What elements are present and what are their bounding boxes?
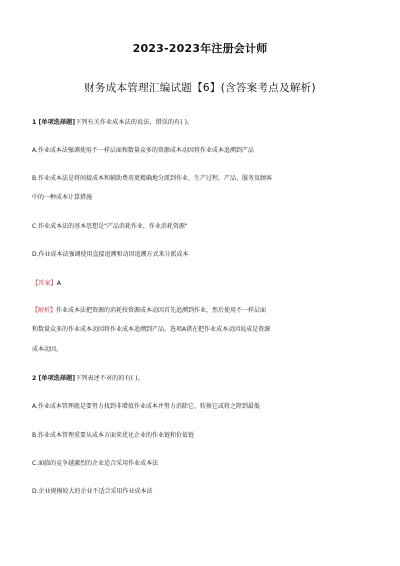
question-1-stem: 下列有关作业成本法的说法，错误的有( )。 (75, 119, 194, 126)
question-1-type: [单项选择题] (38, 119, 76, 126)
question-1-number: 1 (32, 119, 37, 126)
answer-value: A (56, 280, 61, 287)
answer-tag: 【答案】 (32, 280, 57, 287)
analysis-tag: 【解析】 (32, 307, 57, 314)
question-1-option-b: B.作业成本法是将间接成本和辅助费用更精确地分派到作业、生产过程、产品、服务及顾客 (32, 175, 273, 182)
question-2-option-a: A.作业成本管理就是要努力找到非增值作业成本并努力消除它、转换它或将之降到最低 (32, 403, 260, 410)
question-2-stem: 下列表述不对的的有( )。 (75, 375, 144, 382)
question-2-stem-line (32, 374, 372, 383)
question-1-stem-line (32, 118, 372, 127)
question-1-option-a: A.作业成本法强调使用不一样层面和数量众多的资源成本动因将作业成本追溯到产品 (32, 147, 254, 154)
question-2-type: [单项选择题] (38, 375, 76, 382)
question-2-option-b: B.作业成本管理重要从成本方面来优化企业的作业链和价值链 (32, 432, 195, 439)
question-1-answer (32, 278, 61, 287)
document-title: 2023-2023年注册会计师 (132, 42, 268, 55)
question-2-option-d: D.企业规模较大的企业不适合采用作业成本法 (32, 488, 153, 495)
question-1-analysis-line-3: 成本动因。 (32, 346, 63, 353)
question-2-option-c: C.面临的竞争越激烈的企业适合采用作业成本法 (32, 460, 159, 467)
question-1-analysis-line-2: 和数量众多的作业成本动因将作业成本追溯到产品。选项A错在把作业成本动因说成是资源 (32, 326, 271, 333)
question-1-option-b-continued: 中的一种成本计算措施 (32, 194, 93, 201)
question-1-option-c: C.作业成本法的基本思想是"产品消耗作业，作业消耗资源" (32, 223, 188, 230)
analysis-text-1: 作业成本法把资源的消耗按资源成本动因首先追溯到作业，然后使用不一样层面 (56, 307, 267, 314)
question-1-option-d: D.作业成本法强调使用直接追溯和动因追溯方式来分派成本 (32, 251, 189, 258)
question-2-number: 2 (32, 375, 37, 382)
document-subtitle: 财务成本管理汇编试题【6】(含答案考点及解析) (84, 82, 316, 94)
question-1-analysis-line-1 (32, 306, 372, 315)
